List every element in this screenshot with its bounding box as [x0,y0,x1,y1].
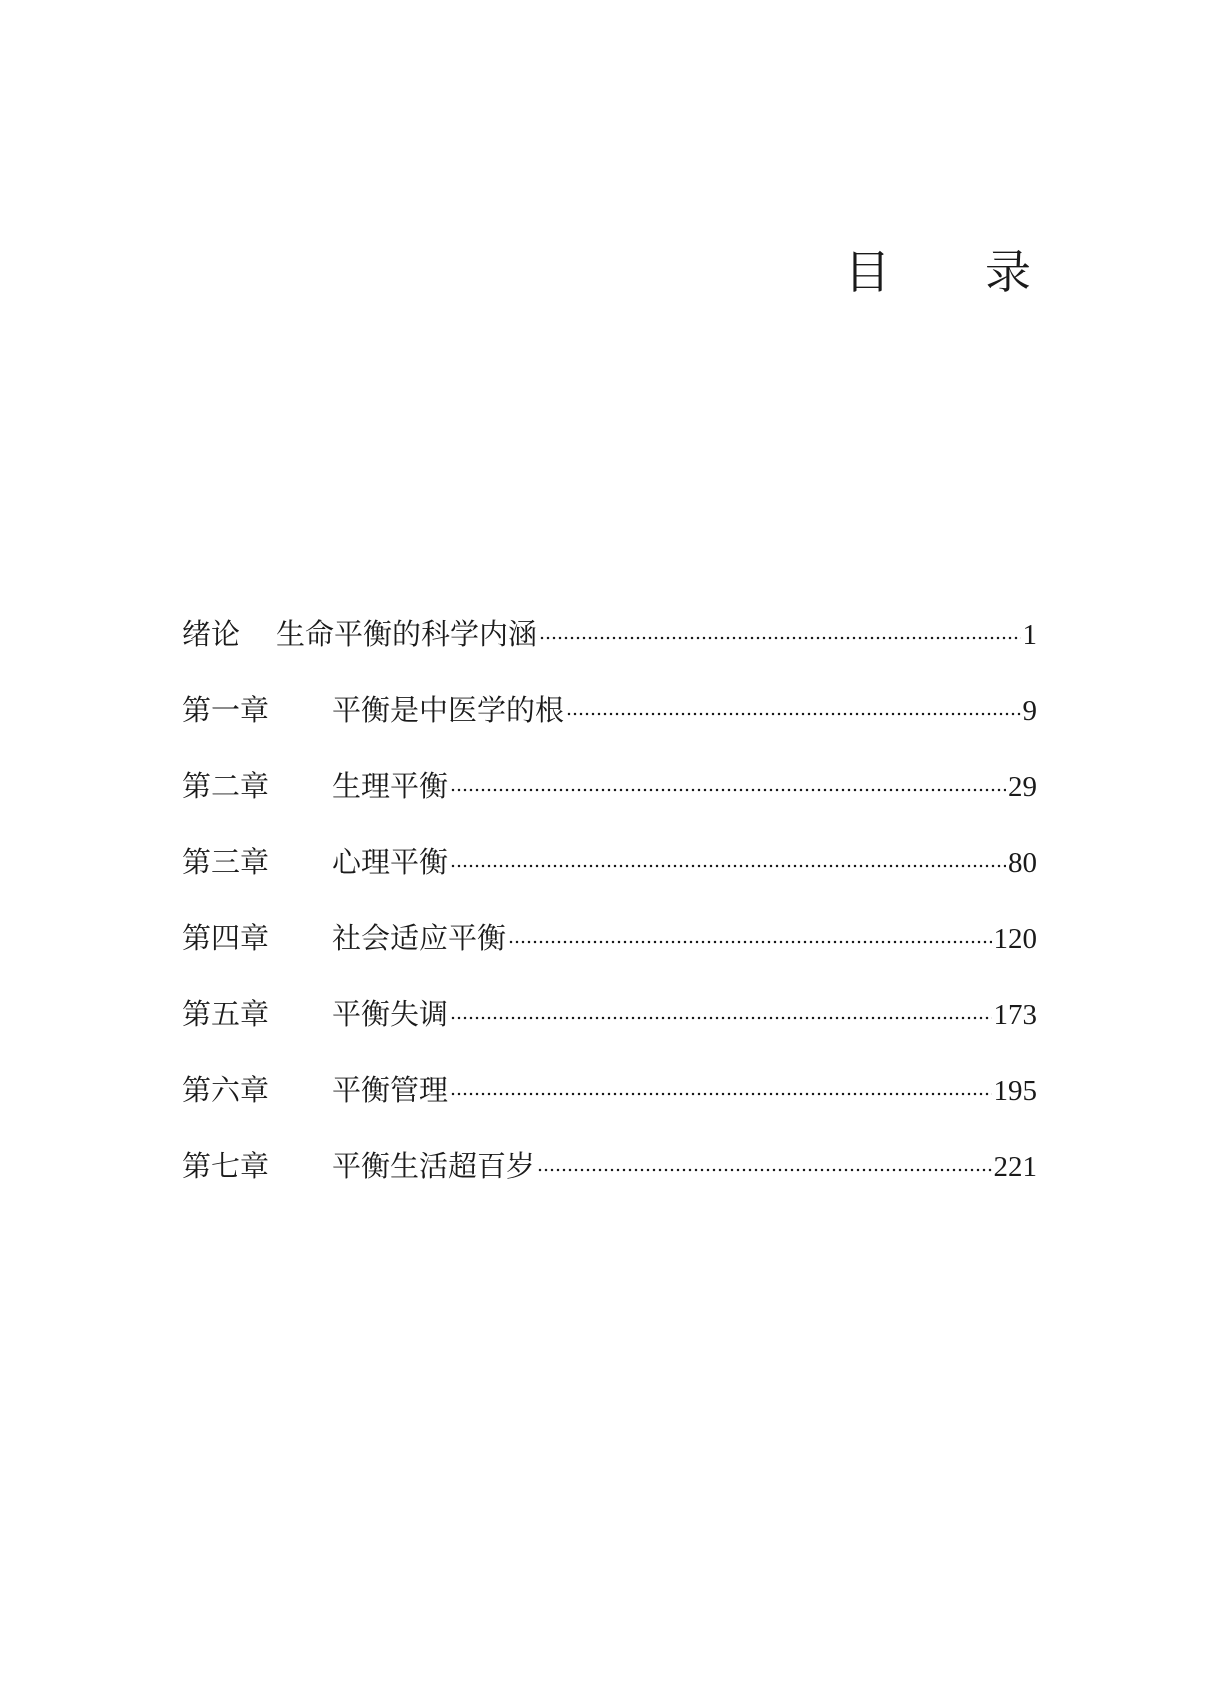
toc-entry[interactable] [182,1149,1037,1228]
toc-entry[interactable] [182,845,1037,924]
dot-leader [450,788,1006,792]
toc-entry-title: 平衡失调 [332,997,449,1031]
toc-entry-title: 平衡生活超百岁 [332,1149,536,1183]
toc-entry[interactable] [182,921,1037,1000]
toc-entry[interactable] [182,1073,1037,1152]
dot-leader [450,1016,991,1020]
toc-entry-label: 绪论 [182,617,241,651]
toc-entry-label: 第一章 [182,693,270,727]
toc-entry-title: 生理平衡 [332,769,449,803]
toc-entry-label: 第七章 [182,1149,270,1183]
toc-entry-title: 心理平衡 [332,845,449,879]
page-title: 目 录 [844,244,1071,299]
toc-entry-label: 第四章 [182,921,270,955]
toc-entry-page: 221 [993,1151,1037,1183]
toc-entry-title: 平衡管理 [332,1073,449,1107]
table-of-contents [182,617,1037,1228]
dot-leader [537,1168,991,1172]
toc-entry[interactable] [182,997,1037,1076]
toc-entry-page: 195 [993,1075,1037,1107]
dot-leader [450,864,1006,868]
dot-leader [539,636,1020,640]
toc-entry-title: 社会适应平衡 [332,921,507,955]
toc-entry-title: 平衡是中医学的根 [332,693,565,727]
toc-entry-label: 第三章 [182,845,270,879]
toc-entry-page: 173 [993,999,1037,1031]
dot-leader [450,1092,991,1096]
toc-entry-page: 120 [993,923,1037,955]
toc-entry-page: 80 [1008,847,1037,879]
toc-entry-label: 第六章 [182,1073,270,1107]
dot-leader [508,940,991,944]
toc-entry-page: 29 [1008,771,1037,803]
toc-entry[interactable] [182,617,1037,696]
toc-entry-title: 生命平衡的科学内涵 [276,617,538,651]
toc-entry-label: 第五章 [182,997,270,1031]
toc-entry[interactable] [182,693,1037,772]
toc-entry-page: 9 [1022,695,1037,727]
dot-leader [566,712,1020,716]
toc-entry-label: 第二章 [182,769,270,803]
toc-entry[interactable] [182,769,1037,848]
toc-entry-page: 1 [1022,619,1037,651]
